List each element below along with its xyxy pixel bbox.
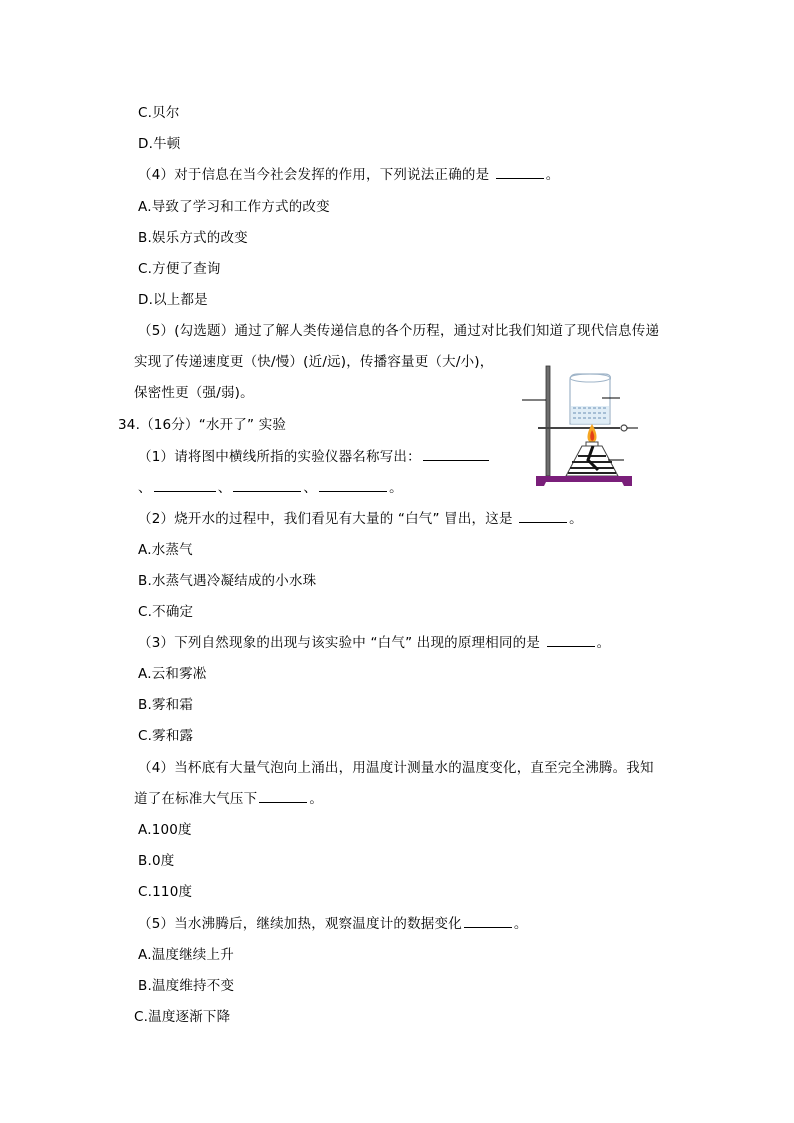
answer-blank[interactable] bbox=[496, 166, 544, 179]
answer-blank[interactable] bbox=[423, 448, 489, 461]
question-33-5-line2: 实现了传递速度更（快/慢）(近/远)，传播容量更（大/小)， bbox=[134, 354, 494, 370]
answer-blank[interactable] bbox=[519, 510, 567, 523]
option-a: A.温度继续上升 bbox=[138, 947, 234, 963]
separator: 、 bbox=[138, 480, 152, 496]
question-stem: （1）请将图中横线所指的实验仪器名称写出： bbox=[138, 449, 421, 465]
question-34-4-line1: （4）当杯底有大量气泡向上涌出，用温度计测量水的温度变化，直至完全沸腾。我知 bbox=[138, 760, 654, 776]
question-stem: （5）当水沸腾后，继续加热，观察温度计的数据变化 bbox=[138, 916, 462, 932]
question-34-3 bbox=[138, 634, 610, 652]
option-c: C.雾和露 bbox=[138, 728, 194, 744]
option-d: D.以上都是 bbox=[138, 292, 208, 308]
question-end: 。 bbox=[545, 167, 560, 183]
question-end: 。 bbox=[596, 635, 611, 651]
question-34-1-blanks bbox=[138, 479, 403, 497]
question-end: 。 bbox=[309, 791, 324, 807]
option-c: C.贝尔 bbox=[138, 105, 180, 121]
answer-blank[interactable] bbox=[233, 479, 301, 492]
option-a: A.水蒸气 bbox=[138, 542, 193, 558]
option-c: C.不确定 bbox=[138, 604, 194, 620]
answer-blank[interactable] bbox=[154, 479, 216, 492]
question-34-2 bbox=[138, 510, 583, 528]
option-a: A.云和雾凇 bbox=[138, 666, 207, 682]
option-d: D.牛顿 bbox=[138, 136, 181, 152]
question-34-title: 34.（16分）“水开了” 实验 bbox=[118, 417, 287, 433]
question-end: 。 bbox=[389, 480, 403, 496]
option-c: C.方便了查询 bbox=[138, 261, 221, 277]
question-stem: （4）对于信息在当今社会发挥的作用，下列说法正确的是 bbox=[138, 167, 494, 183]
option-b: B.雾和霜 bbox=[138, 697, 194, 713]
question-end: 。 bbox=[513, 916, 528, 932]
question-stem: （3）下列自然现象的出现与该实验中 “白气” 出现的原理相同的是 bbox=[138, 635, 545, 651]
question-34-4-line2 bbox=[134, 790, 323, 808]
option-b: B.温度维持不变 bbox=[138, 978, 235, 994]
option-a: A.导致了学习和工作方式的改变 bbox=[138, 199, 330, 215]
question-33-5-line1: （5）(勾选题）通过了解人类传递信息的各个历程，通过对比我们知道了现代信息传递 bbox=[138, 323, 660, 339]
option-b: B.水蒸气遇冷凝结成的小水珠 bbox=[138, 573, 317, 589]
question-end: 。 bbox=[569, 511, 583, 527]
question-stem: （2）烧开水的过程中，我们看见有大量的 “白气” 冒出，这是 bbox=[138, 511, 518, 527]
answer-blank[interactable] bbox=[547, 634, 595, 647]
question-33-4 bbox=[138, 166, 559, 184]
option-b: B.0度 bbox=[138, 853, 175, 869]
separator: 、 bbox=[303, 480, 318, 496]
option-b: B.娱乐方式的改变 bbox=[138, 230, 248, 246]
answer-blank[interactable] bbox=[464, 915, 512, 928]
question-34-1 bbox=[138, 448, 491, 466]
question-stem: 道了在标准大气压下 bbox=[134, 791, 258, 807]
question-33-5-line3: 保密性更（强/弱)。 bbox=[134, 385, 254, 401]
option-c: C.温度逐渐下降 bbox=[134, 1009, 231, 1025]
answer-blank[interactable] bbox=[319, 479, 387, 492]
separator: 、 bbox=[217, 480, 232, 496]
answer-blank[interactable] bbox=[259, 790, 307, 803]
apparatus-diagram-icon bbox=[520, 362, 648, 492]
question-34-5 bbox=[138, 915, 528, 933]
option-c: C.110度 bbox=[138, 884, 193, 900]
option-a: A.100度 bbox=[138, 822, 192, 838]
boiling-water-apparatus-figure bbox=[520, 362, 648, 492]
